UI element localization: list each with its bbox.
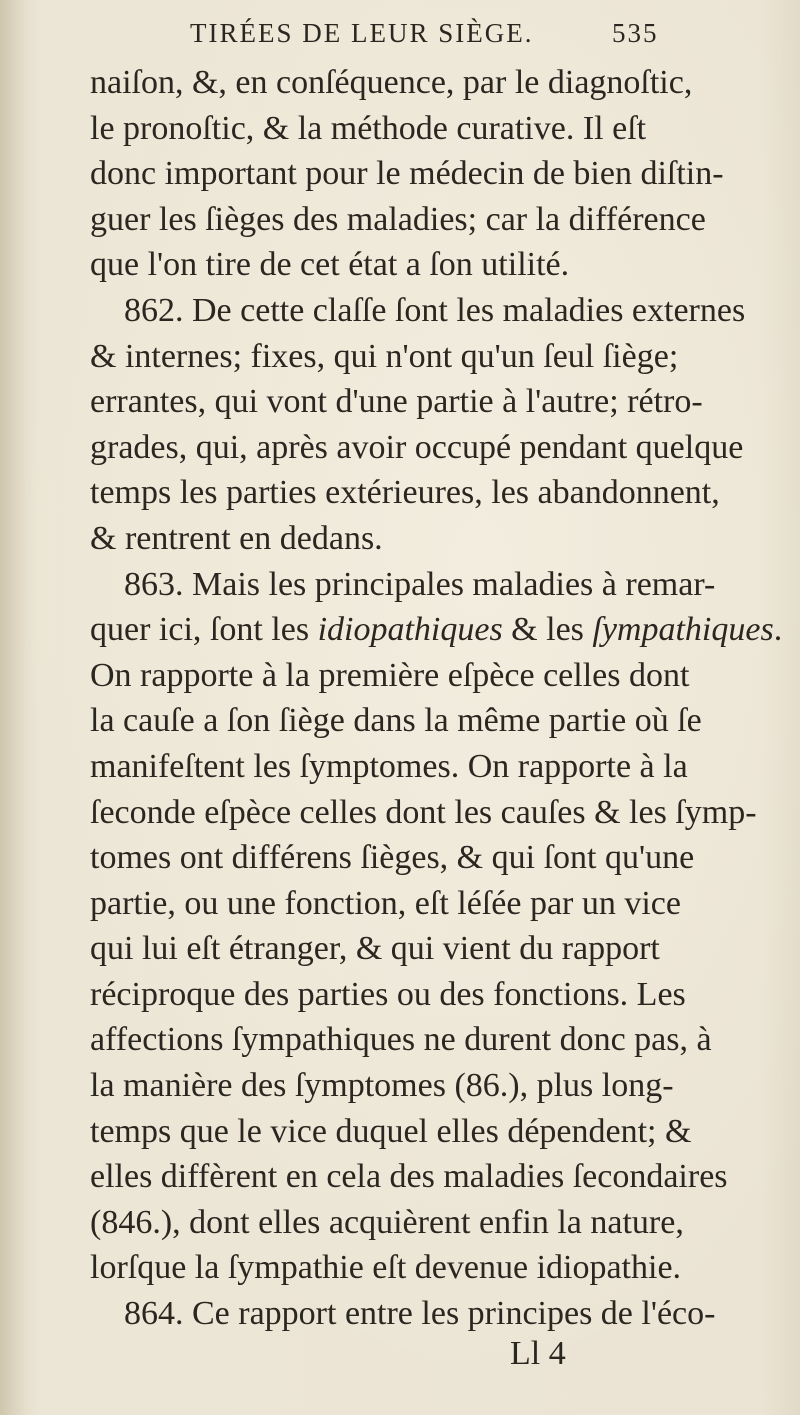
text-line: & internes; fixes, qui n'ont qu'un ſeul ſiège; xyxy=(90,337,679,375)
text-line: (846.), dont elles acquièrent enfin la nature, xyxy=(90,1203,684,1241)
text-line: la cauſe a ſon ſiège dans la même partie où ſe xyxy=(90,702,702,740)
text-line: temps les parties extérieures, les abandonnent, xyxy=(90,474,720,512)
text-line: réciproque des parties ou des fonctions. Les xyxy=(90,975,686,1013)
text-line: partie, ou une fonction, eſt léſée par un vice xyxy=(90,884,681,922)
text-line: ſeconde eſpèce celles dont les cauſes & les ſymp- xyxy=(90,793,757,831)
text-line: errantes, qui vont d'une partie à l'autre; rétro- xyxy=(90,383,703,421)
text-line: & rentrent en dedans. xyxy=(90,519,383,557)
text-line: le pronoſtic, & la méthode curative. Il eſt xyxy=(90,109,647,147)
text-line: temps que le vice duquel elles dépendent; & xyxy=(90,1112,692,1150)
text-line: qui lui eſt étranger, & qui vient du rapport xyxy=(90,930,660,968)
signature-mark: Ll 4 xyxy=(510,1335,566,1372)
text-line: elles diffèrent en cela des maladies ſecondaires xyxy=(90,1158,728,1196)
text-line: donc important pour le médecin de bien diſtin- xyxy=(90,155,724,193)
paragraph-863-start: 863. Mais les principales maladies à remar- xyxy=(124,565,716,603)
page-number: 535 xyxy=(612,18,659,48)
paragraph-862-start: 862. De cette claſſe ſont les maladies externes xyxy=(124,291,746,329)
body-text xyxy=(90,60,790,1337)
text-line: affections ſympathiques ne durent donc pas, à xyxy=(90,1021,712,1059)
text-line: On rapporte à la première eſpèce celles dont xyxy=(90,656,690,694)
text-line: naiſon, &, en conſéquence, par le diagnoſtic, xyxy=(90,64,693,101)
running-title: TIRÉES DE LEUR SIÈGE. xyxy=(190,18,534,48)
text-line: guer les ſièges des maladies; car la différence xyxy=(90,200,706,238)
text-line: lorſque la ſympathie eſt devenue idiopathie. xyxy=(90,1249,682,1287)
paragraph-864-start: 864. Ce rapport entre les principes de l'éco- xyxy=(124,1295,716,1333)
text-line: quer ici, ſont les idiopathiques & les ſympathiques. xyxy=(90,611,783,649)
text-line: que l'on tire de cet état a ſon utilité. xyxy=(90,246,570,284)
page-left-edge-shadow xyxy=(0,0,26,1415)
text-line: la manière des ſymptomes (86.), plus long- xyxy=(90,1067,674,1105)
text-line: grades, qui, après avoir occupé pendant quelque xyxy=(90,428,744,466)
text-line: manifeſtent les ſymptomes. On rapporte à la xyxy=(90,747,688,785)
text-line: tomes ont différens ſièges, & qui ſont qu'une xyxy=(90,839,695,877)
